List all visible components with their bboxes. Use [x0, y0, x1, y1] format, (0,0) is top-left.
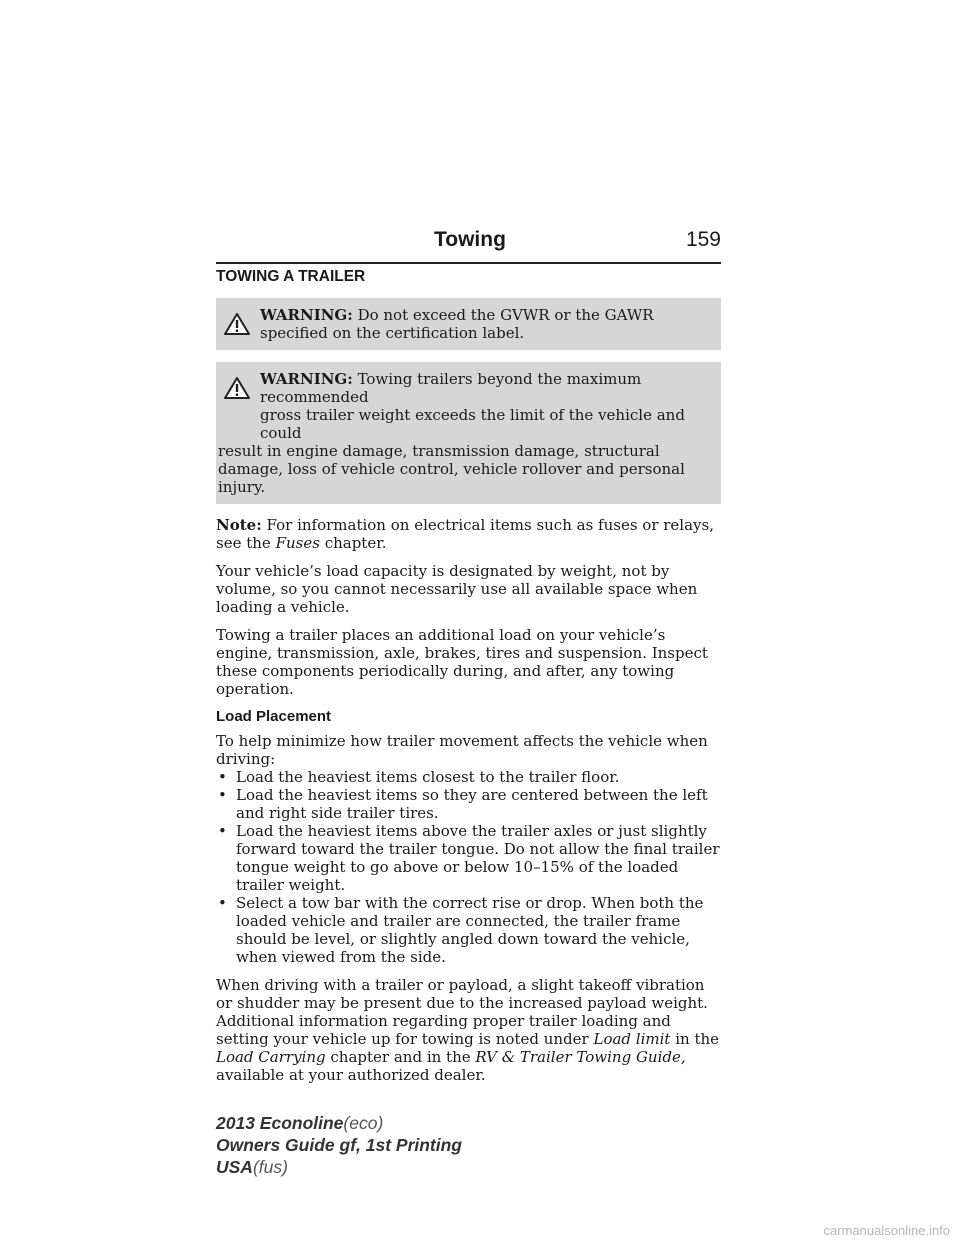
footer-market: USA [216, 1157, 253, 1177]
paragraph: To help minimize how trailer movement affects the vehicle when driving: [216, 732, 708, 768]
subsection-heading: Load Placement [216, 708, 332, 725]
warning-triangle-icon [224, 312, 250, 336]
note-label: Note: [216, 516, 262, 534]
page-content [216, 268, 721, 1094]
list-item: • Load the heaviest items closest to the trailer floor. [218, 768, 620, 786]
warning-text: Towing trailers beyond the maximum recommended [260, 370, 642, 406]
page-header [216, 226, 721, 264]
watermark: carmanualsonline.info [823, 1223, 950, 1238]
warning-text-line2: gross trailer weight exceeds the limit of the vehicle and could [260, 406, 685, 442]
cross-reference: Fuses [275, 534, 320, 552]
bullet-list [216, 768, 721, 966]
list-item: • Load the heaviest items so they are centered between the left and right side trailer tires. [218, 786, 708, 822]
bullet: • [218, 786, 227, 804]
cross-reference: RV & Trailer Towing Guide, [475, 1048, 686, 1066]
warning-label: WARNING: [260, 370, 353, 388]
bullet: • [218, 894, 227, 912]
page-footer: 2013 Econoline(eco) Owners Guide gf, 1st Printing USA(fus) [216, 1113, 462, 1177]
footer-guide: Owners Guide gf, 1st Printing [216, 1135, 462, 1155]
list-item: • Select a tow bar with the correct rise or drop. When both the loaded vehicle and trailer are connected, the trailer frame should be level, or slightly angled down toward the vehicle, when viewed from the side. [218, 894, 704, 966]
cross-reference: Load Carrying [216, 1048, 326, 1066]
closing-paragraph: When driving with a trailer or payload, a slight takeoff vibration or shudder may be present due to the increased payload weight. Additional information regarding proper trailer loading and setting your vehicle up for towing is noted under Load limit in the Load Carrying chapter and in the RV & Trailer Towing Guide, available at your authorized dealer. [216, 976, 720, 1084]
bullet: • [218, 768, 227, 786]
list-item: • Load the heaviest items above the trailer axles or just slightly forward toward the trailer tongue. Do not allow the final trailer tongue weight to go above or below 10–15% of the loaded trailer weight. [218, 822, 720, 894]
warning-text-rest: result in engine damage, transmission damage, structural damage, loss of vehicle control, vehicle rollover and personal injury. [218, 442, 685, 496]
warning-text: Do not exceed the GVWR or the GAWR specified on [260, 306, 654, 342]
section-title: TOWING A TRAILER [216, 268, 366, 285]
warning-box-2 [216, 362, 721, 504]
warning-triangle-icon [224, 376, 250, 400]
warning-text-rest: the certification label. [356, 324, 525, 342]
bullet: • [218, 822, 227, 840]
paragraph: Towing a trailer places an additional load on your vehicle’s engine, transmission, axle, brakes, tires and suspension. Inspect these components periodically during, and after, any towing operation. [216, 626, 708, 698]
footer-model: 2013 Econoline [216, 1113, 344, 1133]
paragraph: Your vehicle’s load capacity is designated by weight, not by volume, so you cannot necessarily use all available space when loading a vehicle. [216, 562, 698, 616]
page-number: 159 [685, 228, 721, 251]
cross-reference: Load limit [593, 1030, 671, 1048]
chapter-title: Towing [434, 228, 506, 251]
warning-label: WARNING: [260, 306, 353, 324]
warning-box-1 [216, 298, 721, 350]
note-paragraph: Note: For information on electrical items such as fuses or relays, see the Fuses chapter. [216, 516, 714, 552]
